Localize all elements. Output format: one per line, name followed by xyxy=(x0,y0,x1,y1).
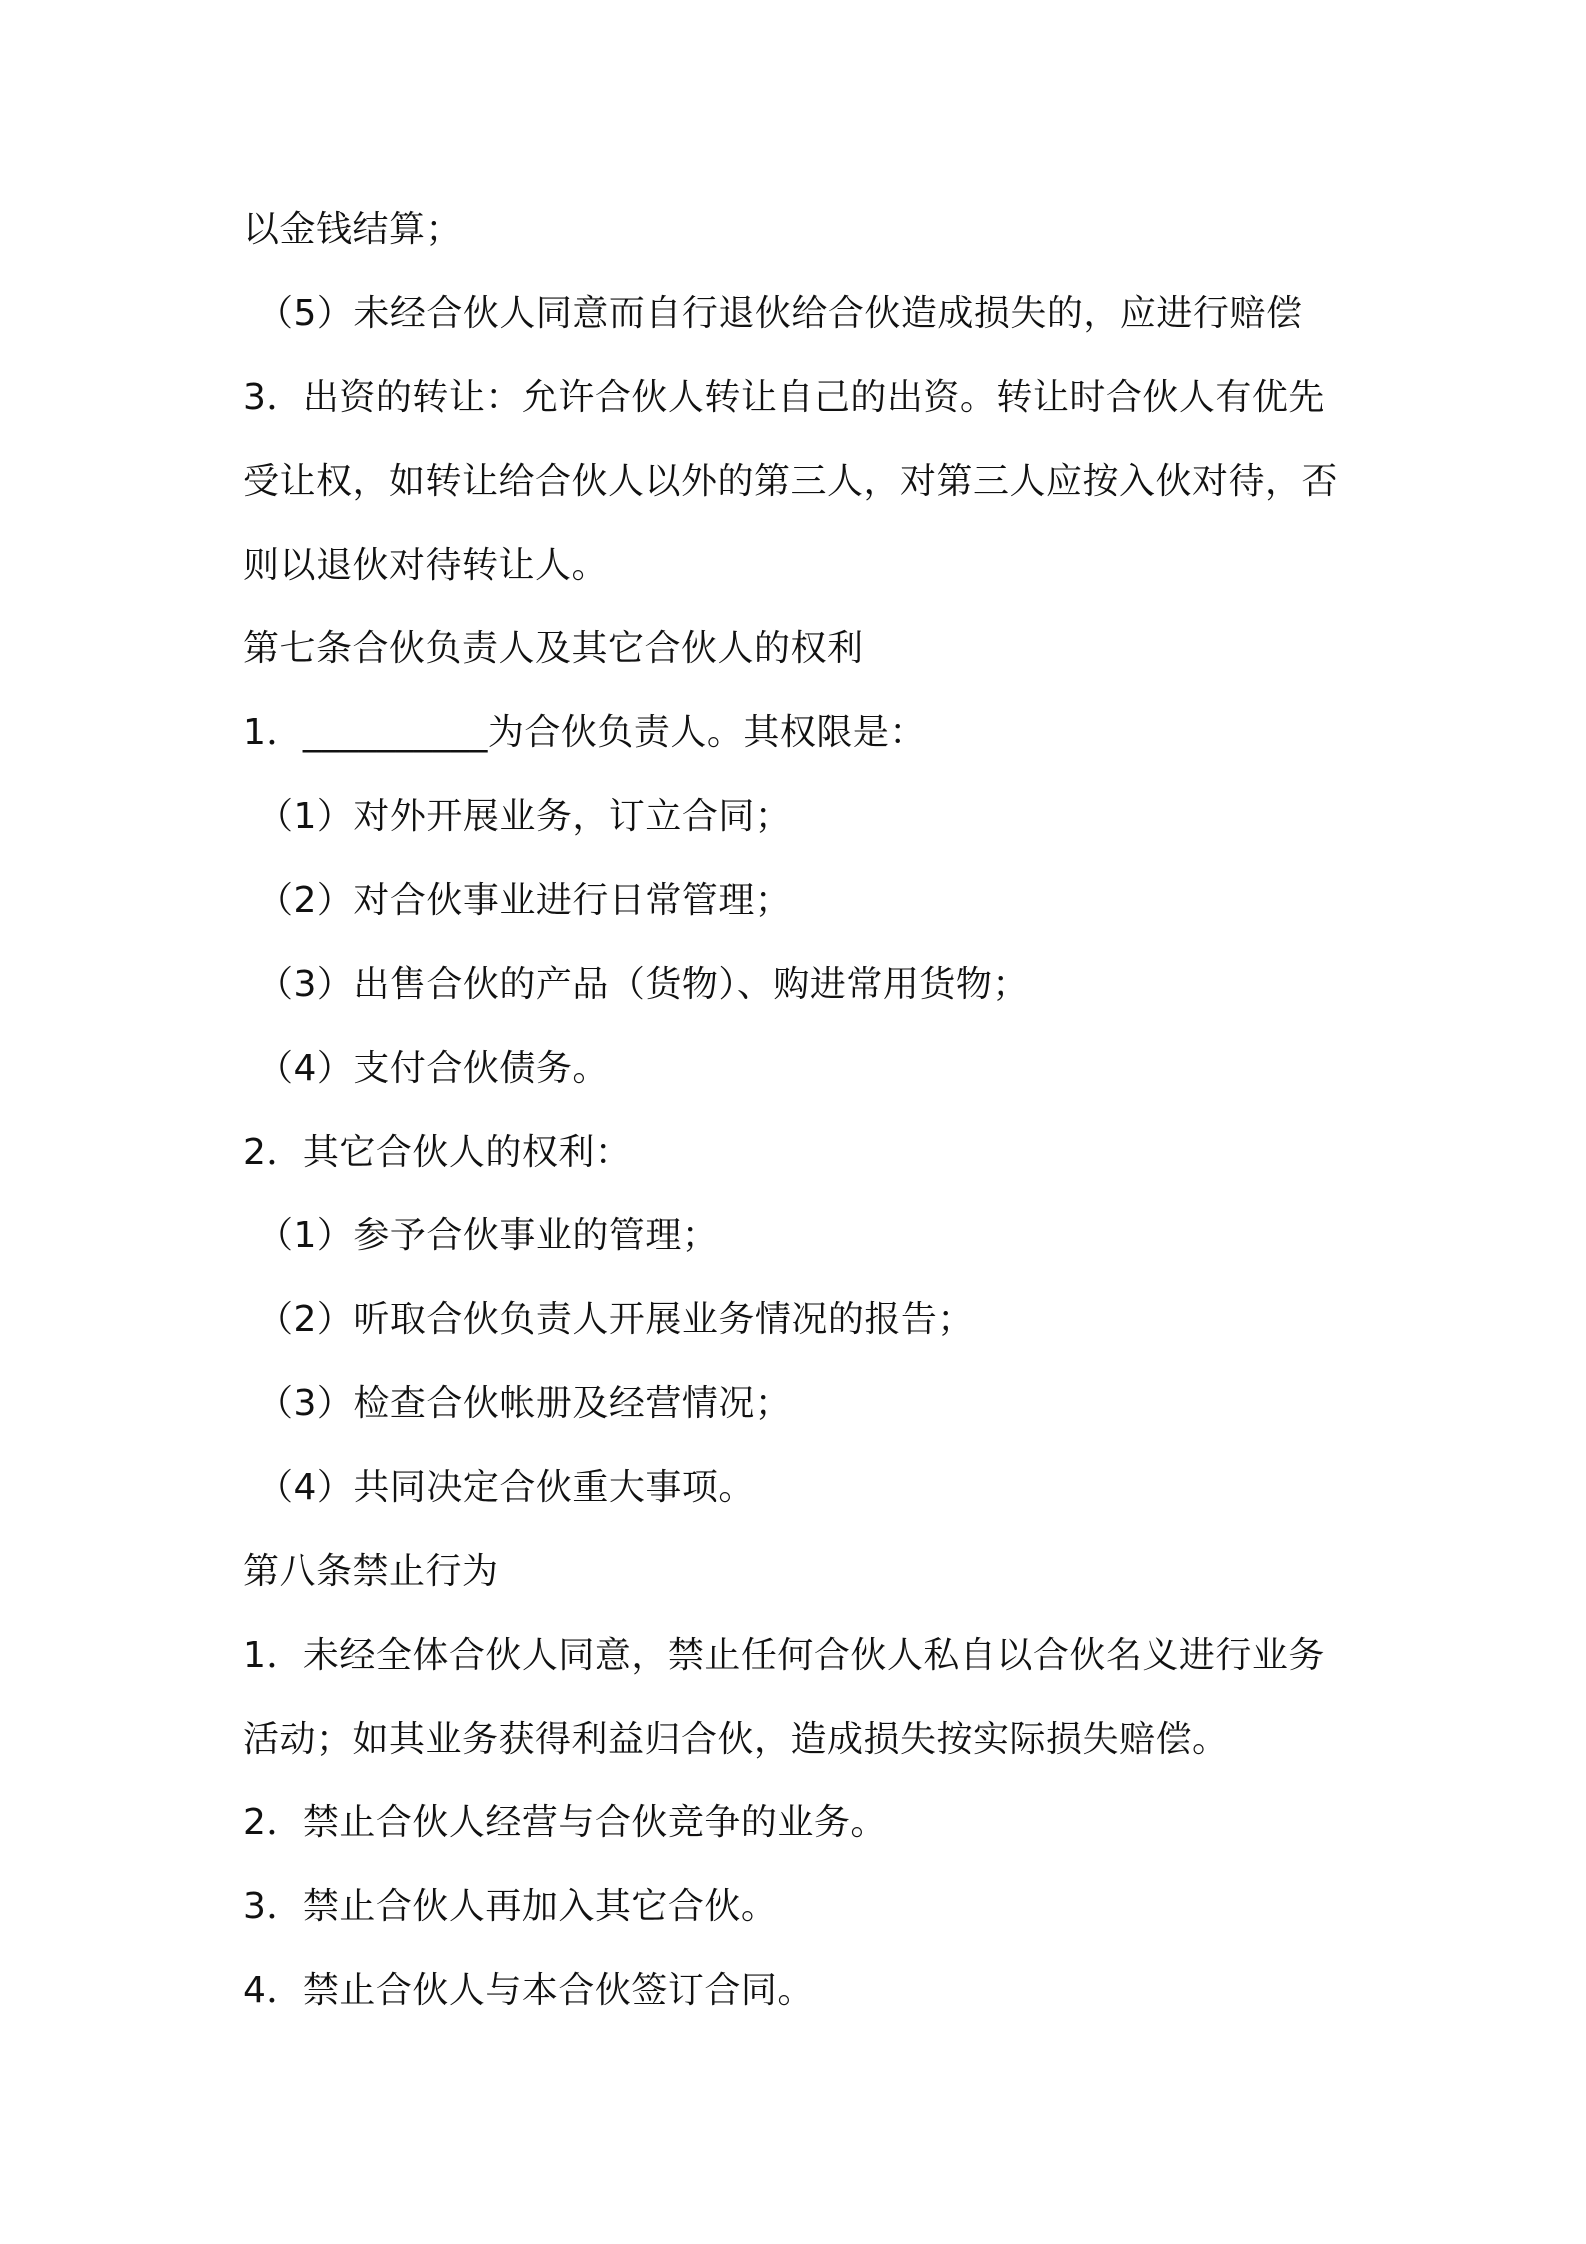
text-line-prohibition-1-cont: 活动；如其业务获得利益归合伙，造成损失按实际损失赔偿。 xyxy=(243,1719,1229,1760)
text-line-transfer-heading: 3．出资的转让：允许合伙人转让自己的出资。转让时合伙人有优先 xyxy=(243,377,1325,418)
text-line-prohibition-2: 2．禁止合伙人经营与合伙竞争的业务。 xyxy=(243,1802,887,1843)
text-line-authority-4: （4）支付合伙债务。 xyxy=(257,1048,609,1089)
text-line-prohibition-3: 3．禁止合伙人再加入其它合伙。 xyxy=(243,1886,778,1927)
text-line-responsible-person: 1．__________为合伙负责人。其权限是： xyxy=(243,712,926,753)
text-line-prohibition-1: 1．未经全体合伙人同意，禁止任何合伙人私自以合伙名义进行业务 xyxy=(243,1635,1325,1676)
text-line-authority-3: （3）出售合伙的产品（货物）、购进常用货物； xyxy=(257,964,1029,1005)
text-line-authority-1: （1）对外开展业务，订立合同； xyxy=(257,796,792,837)
text-line-right-2: （2）听取合伙负责人开展业务情况的报告； xyxy=(257,1299,974,1340)
text-line-transfer-end: 则以退伙对待转让人。 xyxy=(243,545,609,586)
text-line-transfer-cont: 受让权，如转让给合伙人以外的第三人，对第三人应按入伙对待，否 xyxy=(243,461,1339,502)
text-line-authority-2: （2）对合伙事业进行日常管理； xyxy=(257,880,792,921)
text-line-right-4: （4）共同决定合伙重大事项。 xyxy=(257,1467,755,1508)
article-7-title: 第七条合伙负责人及其它合伙人的权利 xyxy=(243,628,864,669)
text-line-other-partners: 2．其它合伙人的权利： xyxy=(243,1132,632,1173)
text-line-settlement: 以金钱结算； xyxy=(243,209,463,250)
text-line-right-3: （3）检查合伙帐册及经营情况； xyxy=(257,1383,792,1424)
text-line-right-1: （1）参予合伙事业的管理； xyxy=(257,1215,719,1256)
article-8-title: 第八条禁止行为 xyxy=(243,1551,499,1592)
text-line-prohibition-4: 4．禁止合伙人与本合伙签订合同。 xyxy=(243,1970,814,2011)
text-line-clause-5: （5）未经合伙人同意而自行退伙给合伙造成损失的，应进行赔偿 xyxy=(257,293,1303,334)
